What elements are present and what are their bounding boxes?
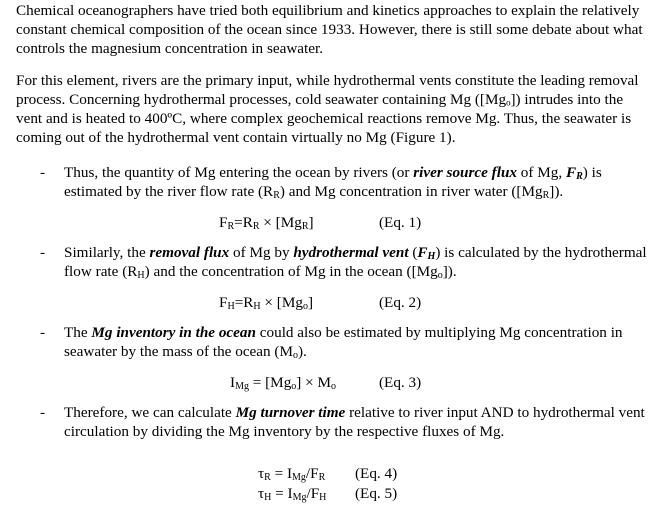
equation-2-label: (Eq. 2) [379,294,422,311]
emphasis-hydrothermal-vent: hydrothermal vent [293,244,409,261]
emphasis-river-source-flux: river source flux [413,164,517,181]
bullet-text: Similarly, the removal flux of Mg by hydrothermal vent $(F_H)$ is calculated by the hydrothermal flow rate $(R_H)$ and the concentration of Mg in the ocean $([Mg_o])$. [64,244,647,281]
equation-1: $F_R=R_R \times [Mg_R]$ [219,214,314,232]
equation-3: $I_{Mg} = [Mg_o] \times M_o$ [230,374,337,392]
bullet-text: Thus, the quantity of Mg entering the ocean by rivers (or river source flux of Mg, $F_R$) is estimated by the river flow rate $(R_R)$ and Mg concentration in river water $([Mg_R])$. [64,164,602,201]
equation-4: $\tau_R = I_{Mg}/F_R$ [258,465,326,483]
bullet-text: Therefore, we can calculate Mg turnover time relative to river input AND to hydrothermal vent circulation by dividing the Mg inventory by the respective fluxes of Mg. [64,404,645,440]
process-paragraph: For this element, rivers are the primary input, while hydrothermal vents constitute the leading removal process. Concerning hydrothermal processes, cold seawater containing Mg ([Mgₒ]) intrudes into the vent and is heated to 400ºC, where complex geochemical reactions remove Mg. Thus, the seawater is coming out of the hydrothermal vent contain virtually no Mg (Figure 1). [16,72,639,146]
emphasis-mg-inventory: Mg inventory in the ocean [91,324,256,341]
bullet-dash: - [40,324,46,341]
emphasis-mg-turnover-time: Mg turnover time [235,404,346,421]
equation-5-label: (Eq. 5) [355,485,398,502]
intro-paragraph: Chemical oceanographers have tried both equilibrium and kinetics approaches to explain the relatively constant chemical composition of the ocean since 1933. However, there is still some debate about what controls the magnesium concentration in seawater. [16,2,643,57]
equation-1-label: (Eq. 1) [379,214,422,231]
equation-5: $\tau_H = I_{Mg}/F_H$ [258,485,327,503]
equation-2: $F_H=R_H \times [Mg_o]$ [219,294,314,312]
bullet-text: The Mg inventory in the ocean could also be estimated by multiplying Mg concentration in seawater by the mass of the ocean $(M_o)$. [64,324,623,361]
emphasis-removal-flux: removal flux [149,244,230,261]
equation-3-label: (Eq. 3) [379,374,422,391]
bullet-dash: - [40,244,46,261]
bullet-dash: - [40,404,46,421]
equation-4-label: (Eq. 4) [355,465,398,482]
bullet-dash: - [40,164,46,181]
